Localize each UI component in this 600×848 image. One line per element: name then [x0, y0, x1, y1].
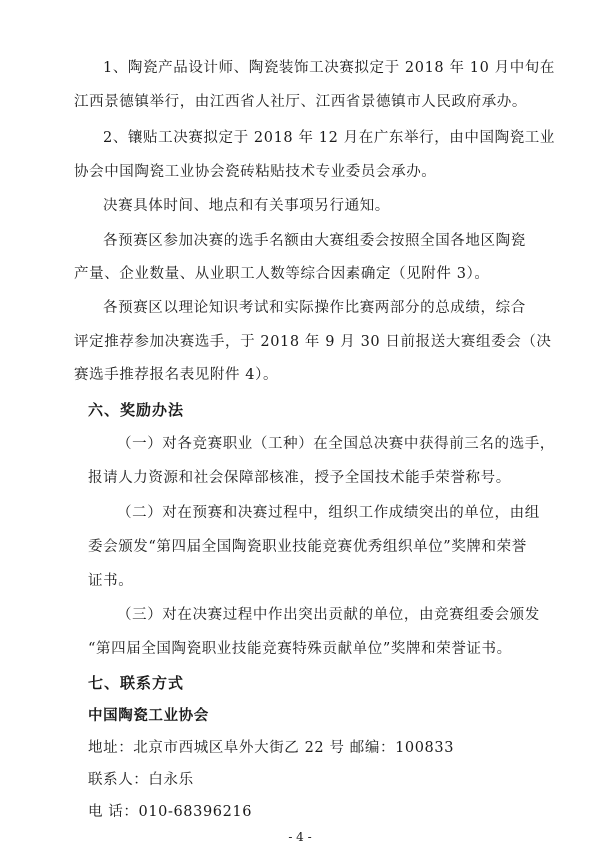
- section-6-paragraph-1-line-1: （一）对各竞赛职业（工种）在全国总决赛中获得前三名的选手，: [117, 436, 555, 452]
- paragraph-5-line-3: 赛选手推荐报名表见附件 4）。: [74, 367, 279, 383]
- paragraph-4-line-1: 各预赛区参加决赛的选手名额由大赛组委会按照全国各地区陶瓷: [103, 233, 526, 249]
- section-6-heading: 六、奖励办法: [88, 401, 185, 419]
- organization-name: 中国陶瓷工业协会: [88, 707, 209, 724]
- section-6-paragraph-2-line-1: （二）对在预赛和决赛过程中，组织工作成绩突出的单位，由组: [117, 505, 540, 521]
- paragraph-4-line-2: 产量、企业数量、从业职工人数等综合因素确定（见附件 3）。: [74, 266, 490, 282]
- paragraph-1-line-1: 1、陶瓷产品设计师、陶瓷装饰工决赛拟定于 2018 年 10 月中旬在: [103, 60, 556, 76]
- section-6-paragraph-1-line-2: 报请人力资源和社会保障部核准，授予全国技术能手荣誉称号。: [88, 470, 511, 486]
- page-number: - 4 -: [288, 830, 312, 844]
- section-7-heading: 七、联系方式: [88, 674, 185, 692]
- paragraph-1-line-2: 江西景德镇举行，由江西省人社厅、江西省景德镇市人民政府承办。: [74, 94, 527, 110]
- paragraph-2-line-1: 2、镶贴工决赛拟定于 2018 年 12 月在广东举行，由中国陶瓷工业: [103, 130, 556, 146]
- paragraph-3-line-1: 决赛具体时间、地点和有关事项另行通知。: [103, 198, 390, 214]
- section-6-paragraph-2-line-3: 证书。: [88, 573, 134, 589]
- paragraph-5-line-2: 评定推荐参加决赛选手，于 2018 年 9 月 30 日前报送大赛组委会（决: [74, 334, 552, 350]
- contact-person: 联系人：白永乐: [88, 772, 194, 788]
- section-6-paragraph-3-line-1: （三）对在决赛过程中作出突出贡献的单位，由竞赛组委会颁发: [117, 607, 540, 623]
- contact-address: 地址：北京市西城区阜外大街乙 22 号 邮编：100833: [88, 740, 455, 756]
- section-6-paragraph-3-line-2: “第四届全国陶瓷职业技能竞赛特殊贡献单位”奖牌和荣誉证书。: [88, 641, 512, 657]
- paragraph-2-line-2: 协会中国陶瓷工业协会瓷砖粘贴技术专业委员会承办。: [74, 164, 437, 180]
- section-6-paragraph-2-line-2: 委会颁发“第四届全国陶瓷职业技能竞赛优秀组织单位”奖牌和荣誉: [88, 539, 527, 555]
- paragraph-5-line-1: 各预赛区以理论知识考试和实际操作比赛两部分的总成绩，综合: [103, 300, 526, 316]
- contact-phone: 电 话：010-68396216: [88, 804, 253, 820]
